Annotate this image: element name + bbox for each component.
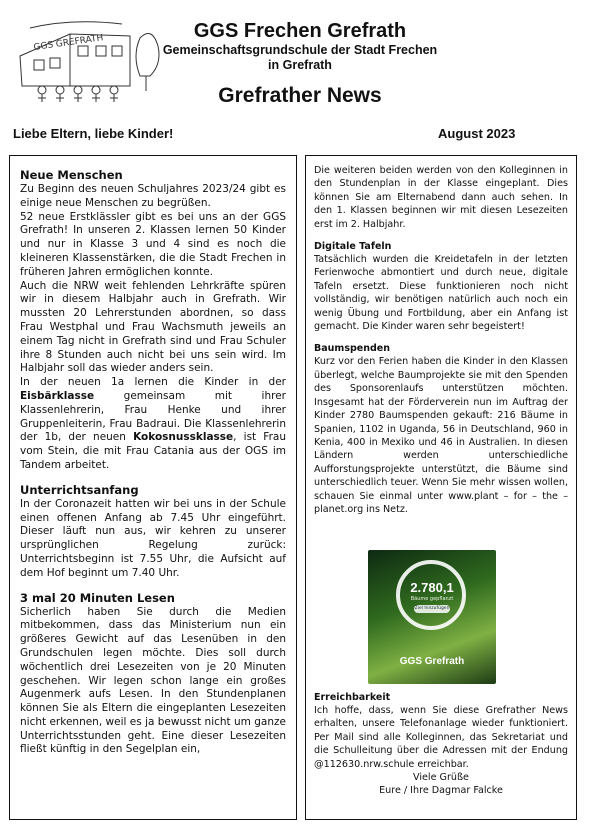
section-lesen [20,591,286,758]
goal-pill: Ziel hinzufügen [414,606,450,611]
section-title: Digitale Tafeln [314,241,392,253]
school-name: GGS Frechen Grefrath [193,20,407,42]
paragraph: Auch die NRW weit fehlenden Lehrkräfte spüren wir in diesem Halbjahr auch in Grefrath. Wir mussten 20 Lehrerstunden abordnen, so dass Frau Westphal und Frau Wachsmuth jeweils an einem Tag nicht in Grefrath sind und Frau Schuler ihre 8 Stunden auch nicht bei uns sein wird. Im Halbjahr soll das wieder anders sein. [20,279,286,375]
badge-name: GGS Grefrath [399,656,465,667]
paragraph: Zu Beginn des neuen Schuljahres 2023/24 gibt es einige neue Menschen zu begrüßen. [20,183,286,209]
section-title: Erreichbarkeit [314,692,391,703]
newsletter-title: Grefrather News [218,84,382,107]
text: gemeinsam mit ihrer Klassenlehrerin, Frau Henke und ihrer Gruppenleiterin, Frau Badraui. Die Klassenlehrerin der 1b, der neuen [20,389,286,444]
paragraph: Tatsächlich wurden die Kreidetafeln in der letzten Ferienwoche abmontiert und durch neue, digitale Tafeln ersetzt. Diese funktionieren noch nicht vollständig, wir benötigen natürlich auch noch ein wenig Übung und Fortbildung, aber ein Anfang ist gemacht. Die Kinder waren sehr begeistert! [314,254,568,333]
class-name-eisbaer: Eisbärklasse [20,389,95,402]
paragraph: Die weiteren beiden werden von den Kolleginnen in den Stundenplan in der Klasse eingeplant. Dies können Sie am Elternabend dann auch sehen. In den 1. Klassen beginnen wir mit diesen Lesezeiten erst im 2. Halbjahr. [314,165,568,230]
school-subtitle-line-2: in Grefrath [268,58,332,72]
section-title: Unterrichtsanfang [20,482,139,497]
paragraph: Ich hoffe, dass, wenn Sie diese Grefrather News erhalten, unsere Telefonanlage wieder funktioniert. Per Mail sind alle Kolleginnen, das Sekretariat und die Schulleitung über die Adressen mit der Endung @112630.nrw.schule erreichbar. [314,705,568,770]
section-unterrichtsanfang [20,483,286,581]
tree-counter-image [368,550,496,684]
tree-count: 2.780,1 [410,580,454,595]
school-logo [12,16,162,106]
text: , ist Frau vom Stein, die mit Frau Catania aus der OGS im Tandem arbeitet. [20,431,286,471]
school-subtitle [150,43,450,73]
salutation: Liebe Eltern, liebe Kinder! [13,126,174,141]
tree-count-label: Bäume gepflanzt [410,596,454,602]
section-erreichbarkeit [314,692,568,798]
paragraph: In der Coronazeit hatten wir bei uns in der Schule einen offenen Anfang ab 7.45 Uhr eingeführt. Dieser läuft nun aus, wir kehren zu unserer ursprünglichen Regelung zurück: Unterrichtsbeginn ist 7.55 Uhr, die Aufsicht auf dem Hof beginnt um 7.40 Uhr. [20,497,286,579]
text: In der neuen 1a lernen die Kinder in der [20,376,286,389]
issue-date: August 2023 [438,126,516,141]
paragraph: 52 neue Erstklässler gibt es bei uns an der GGS Grefrath! In unseren 2. Klassen lernen 50 Kinder und nur in Klasse 3 und 4 sind es noch die kleineren Klassenstärken, die die Stadt Frechen in früheren Jahren ermöglichen konnte. [20,210,286,278]
paragraph: Kurz vor den Ferien haben die Kinder in den Klassen überlegt, welche Baumprojekte sie mit den Spenden des Sponsorenlaufs unterstützen möchten. Insgesamt hat der Förderverein nun im Auftrag der Kinder 2780 Baumspenden gekauft: 216 Bäume in Spanien, 1102 in Uganda, 56 in Deutschland, 960 in Kenia, 400 in Mexiko und 46 in Australien. In diesen Ländern werden unterschiedliche Aufforstungsprojekte unterstützt, die Bäume sind unterschiedlich teuer. Wenn Sie mehr wissen wollen, schauen Sie einmal unter www.plant – for – the – planet.org ins Netz. [314,356,568,515]
school-subtitle-line-1: Gemeinschaftsgrundschule der Stadt Frechen [162,43,438,57]
paragraph: Sicherlich haben Sie durch die Medien mitbekommen, dass das Ministerium nun ein größeres Gewicht auf das Lesenüben in den Grundschulen legen möchte. Dies soll durch wöchentlich drei Lesezeiten von je 20 Minuten geschehen. Wir legen schon lange ein großes Augenmerk aufs Lesen. In den Stundenplanen können Sie als Eltern die eingeplanten Lesezeiten nicht erkennen, weil es ja bewusst nicht um ganze Unterrichtsstunden geht. Eine dieser Lesezeiten fließt künftig in den Segelplan ein, [20,605,286,756]
section-neue-menschen [20,168,286,473]
section-title: Baumspenden [314,343,390,355]
signature: Eure / Ihre Dagmar Falcke [379,785,503,797]
paragraph [20,376,286,473]
class-name-kokosnuss: Kokosnussklasse [133,431,234,444]
closing: Viele Grüße [413,772,469,784]
section-title: Neue Menschen [20,168,123,182]
progress-ring [396,560,466,630]
right-column [305,155,577,820]
left-column [9,155,297,820]
logo-text: GGS GREFRATH [33,33,104,53]
section-title: 3 mal 20 Minuten Lesen [20,590,175,605]
